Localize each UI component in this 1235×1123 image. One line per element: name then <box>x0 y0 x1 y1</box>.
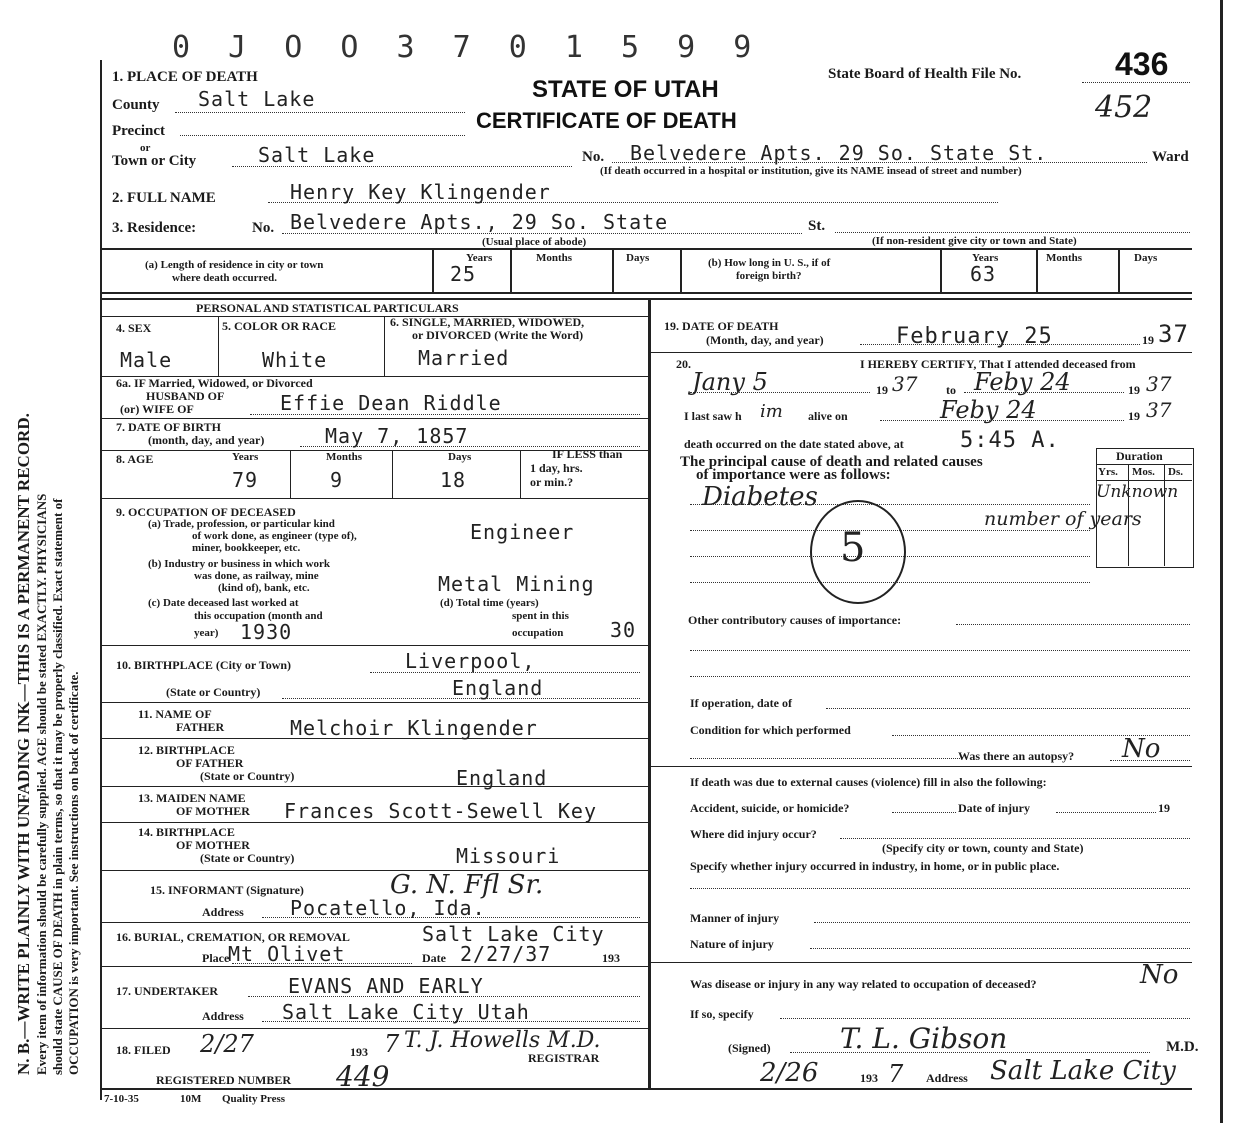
county-value: Salt Lake <box>198 87 316 111</box>
county-label: County <box>112 97 160 113</box>
residence-label: 3. Residence: <box>112 220 197 236</box>
undertaker-value: EVANS AND EARLY <box>288 974 484 998</box>
spouse-value: Effie Dean Riddle <box>280 391 502 415</box>
birthplace-state-label: (State or Country) <box>166 685 261 699</box>
side-instruction-1: N. B.—WRITE PLAINLY WITH UNFADING INK—THIS IS A PERMANENT RECORD. <box>14 413 33 1075</box>
town-label: Town or City <box>112 153 197 169</box>
us-label-a: (b) How long in U. S., if of <box>708 257 831 269</box>
us-years-value: 63 <box>970 262 997 286</box>
full-name-value: Henry Key Klingender <box>290 180 551 204</box>
informant-address-value: Pocatello, Ida. <box>290 896 486 920</box>
certify-text: I HEREBY CERTIFY, That I attended deceased from <box>860 357 1136 371</box>
burial-value: Salt Lake City <box>422 922 605 946</box>
nature-injury-label: Nature of injury <box>690 937 774 951</box>
informant-signature: G. N. Ffl Sr. <box>390 870 544 900</box>
less-than-label-a: IF LESS than <box>552 447 623 461</box>
informant-address-label: Address <box>202 905 244 919</box>
marital-value: Married <box>418 346 510 370</box>
precinct-label: Precinct <box>112 123 166 139</box>
spouse-label-a: 6a. IF Married, Widowed, or Divorced <box>116 376 313 390</box>
cause-label-a: The principal cause of death and related causes <box>680 454 983 470</box>
other-causes-label: Other contributory causes of importance: <box>688 613 902 627</box>
age-days-label: Days <box>448 451 472 463</box>
father-birthplace-label-a: 12. BIRTHPLACE <box>138 743 235 757</box>
external-causes-label: If death was due to external causes (violence) fill in also the following: <box>690 775 1047 789</box>
cause-duration-value: Unknown <box>1096 482 1179 502</box>
duration-label: Duration <box>1116 449 1163 463</box>
where-injury-label: Where did injury occur? <box>690 827 817 841</box>
cause-label-b: of importance were as follows: <box>696 467 891 483</box>
father-birthplace-value: England <box>456 766 548 790</box>
file-number-handwritten: 452 <box>1095 90 1153 125</box>
occ-d-label-3: occupation <box>512 627 564 639</box>
side-instruction-3: should state CAUSE OF DEATH in plain terms, so that it may be properly classified. Exact statement of <box>50 498 65 1075</box>
age-years-value: 79 <box>232 468 259 492</box>
occ-d-label-1: (d) Total time (years) <box>440 597 539 609</box>
attended-to-year-prefix: 19 <box>1128 383 1140 397</box>
spouse-label-b: HUSBAND OF <box>146 389 225 403</box>
place-of-death-label: 1. PLACE OF DEATH <box>112 69 258 85</box>
less-than-label-b: 1 day, hrs. <box>530 461 583 475</box>
death-time-value: 5:45 A. <box>960 428 1060 453</box>
ward-label: Ward <box>1152 149 1189 165</box>
address-no-label: No. <box>582 149 605 165</box>
burial-date-value: 2/27/37 <box>460 942 552 966</box>
length-residence-label-b: where death occurred. <box>172 272 277 284</box>
dob-label-a: 7. DATE OF BIRTH <box>116 420 221 434</box>
death-address: Belvedere Apts. 29 So. State St. <box>630 141 1048 165</box>
cause-duration-note: number of years <box>984 508 1142 530</box>
injury-date-label: Date of injury <box>958 801 1030 815</box>
cause-of-death-value: Diabetes <box>702 482 818 512</box>
burial-place-label: Place <box>202 951 230 965</box>
age-label: 8. AGE <box>116 452 154 466</box>
side-instruction-2: Every item of information should be carefully supplied. AGE should be stated EXACTLY. PHYSICIANS <box>34 493 49 1075</box>
top-serial-number: 0 J O O 3 7 0 1 5 9 9 <box>172 30 762 65</box>
side-instruction-4: OCCUPATION is very important. See instructions on back of certificate. <box>66 671 81 1075</box>
us-years-label: Years <box>972 252 999 264</box>
burial-place-value: Mt Olivet <box>228 942 346 966</box>
autopsy-value: No <box>1122 734 1161 764</box>
occ-a-label-1: (a) Trade, profession, or particular kind <box>148 518 335 530</box>
last-saw-year: 37 <box>1146 398 1172 422</box>
last-saw-pronoun: im <box>760 401 783 422</box>
age-months-value: 9 <box>330 468 344 492</box>
signed-date: 2/26 <box>760 1058 819 1088</box>
occ-c-label-1: (c) Date deceased last worked at <box>148 597 299 609</box>
occ-d-label-2: spent in this <box>512 610 569 622</box>
occ-a-label-3: miner, bookkeeper, etc. <box>192 542 301 554</box>
operation-label: If operation, date of <box>690 696 792 710</box>
mother-label-b: OF MOTHER <box>176 804 250 818</box>
registered-number-value: 449 <box>336 1060 390 1093</box>
signed-year-prefix: 193 <box>860 1071 878 1085</box>
registered-number-label: REGISTERED NUMBER <box>156 1073 292 1087</box>
physician-signature: T. L. Gibson <box>840 1022 1008 1055</box>
burial-date-label: Date <box>422 951 446 965</box>
father-birthplace-label-b: OF FATHER <box>176 756 244 770</box>
occupation-related-value: No <box>1140 960 1179 990</box>
occupation-industry-value: Metal Mining <box>438 572 595 596</box>
personal-heading: PERSONAL AND STATISTICAL PARTICULARS <box>196 301 459 315</box>
occ-c-label-3: year) <box>194 627 219 639</box>
dob-value: May 7, 1857 <box>325 424 469 448</box>
sex-value: Male <box>120 348 173 372</box>
form-quantity: 10M <box>180 1093 202 1105</box>
informant-label: 15. INFORMANT (Signature) <box>150 883 304 897</box>
dod-year-prefix: 19 <box>1142 333 1154 347</box>
last-worked-value: 1930 <box>240 620 293 644</box>
certify-number: 20. <box>676 357 691 371</box>
registrar-signature: T. J. Howells M.D. <box>404 1028 601 1053</box>
injury-year-label: 19 <box>1158 801 1170 815</box>
full-name-label: 2. FULL NAME <box>112 190 216 206</box>
duration-mos-label: Mos. <box>1132 466 1155 478</box>
mother-birthplace-label-b: OF MOTHER <box>176 838 250 852</box>
us-months-label: Months <box>1046 252 1083 264</box>
signed-year: 7 <box>888 1060 904 1088</box>
abode-note: (Usual place of abode) <box>482 236 587 248</box>
birthplace-country-value: England <box>452 676 544 700</box>
title-certificate: CERTIFICATE OF DEATH <box>476 108 737 133</box>
occ-b-label-1: (b) Industry or business in which work <box>148 558 330 570</box>
father-name-value: Melchoir Klingender <box>290 716 538 740</box>
or-label: or <box>140 142 151 154</box>
mother-birthplace-label-c: (State or Country) <box>200 851 295 865</box>
father-label-b: FATHER <box>176 720 225 734</box>
less-than-label-c: or min.? <box>530 475 574 489</box>
filed-year-prefix: 193 <box>350 1045 368 1059</box>
dob-label-b: (month, day, and year) <box>148 433 265 447</box>
residence-st-label: St. <box>808 218 826 234</box>
filed-year-handwritten: 7 <box>384 1030 400 1058</box>
duration-yrs-label: Yrs. <box>1098 466 1118 478</box>
nonresident-note: (If non-resident give city or town and State) <box>872 235 1077 247</box>
occupation-label: 9. OCCUPATION OF DECEASED <box>116 505 296 519</box>
total-years-value: 30 <box>610 618 637 642</box>
death-time-label: death occurred on the date stated above, at <box>684 437 904 451</box>
father-label-a: 11. NAME OF <box>138 707 212 721</box>
mother-birthplace-label-a: 14. BIRTHPLACE <box>138 825 235 839</box>
age-days-value: 18 <box>440 468 467 492</box>
printer-name: Quality Press <box>222 1093 286 1105</box>
mother-birthplace-value: Missouri <box>456 844 561 868</box>
manner-injury-label: Manner of injury <box>690 911 780 925</box>
occ-b-label-2: was done, as railway, mine <box>194 570 319 582</box>
filed-label: 18. FILED <box>116 1043 171 1057</box>
occupation-related-label: Was disease or injury in any way related to occupation of deceased? <box>690 977 1037 991</box>
occ-a-label-2: of work done, as engineer (type of), <box>192 530 357 542</box>
center-divider <box>648 298 651 1088</box>
condition-label: Condition for which performed <box>690 723 851 737</box>
duration-ds-label: Ds. <box>1168 466 1183 478</box>
occupation-trade-value: Engineer <box>470 520 575 544</box>
residence-years-label: Years <box>466 252 493 264</box>
residence-years-value: 25 <box>450 262 477 286</box>
occ-c-label-2: this occupation (month and <box>194 610 323 622</box>
us-label-b: foreign birth? <box>736 270 802 282</box>
residence-months-label: Months <box>536 252 573 264</box>
attended-to: Feby 24 <box>974 368 1071 396</box>
dod-year: 37 <box>1158 320 1189 348</box>
signed-label: (Signed) <box>728 1041 771 1055</box>
where-injury-note: (Specify city or town, county and State) <box>882 841 1084 855</box>
birthplace-city-value: Liverpool, <box>405 649 536 673</box>
attended-from-year-prefix: 19 <box>876 383 888 397</box>
dod-label-b: (Month, day, and year) <box>706 333 824 347</box>
dod-value: February 25 <box>896 324 1053 349</box>
last-saw-year-prefix: 19 <box>1128 409 1140 423</box>
residence-no-label: No. <box>252 220 275 236</box>
autopsy-label: Was there an autopsy? <box>958 749 1075 763</box>
burial-year-suffix: 193 <box>602 951 620 965</box>
age-years-label: Years <box>232 451 259 463</box>
attended-to-year: 37 <box>1146 372 1172 396</box>
file-number: 436 <box>1115 46 1169 82</box>
physician-address-value: Salt Lake City <box>990 1056 1176 1086</box>
age-months-label: Months <box>326 451 363 463</box>
md-label: M.D. <box>1166 1039 1199 1055</box>
spouse-label-c: (or) WIFE OF <box>120 402 194 416</box>
town-value: Salt Lake <box>258 143 376 167</box>
form-code: 7-10-35 <box>104 1093 139 1105</box>
color-value: White <box>262 348 328 372</box>
residence-value: Belvedere Apts., 29 So. State <box>290 210 669 234</box>
if-so-label: If so, specify <box>690 1007 754 1021</box>
attended-from: Jany 5 <box>692 368 768 396</box>
file-number-label: State Board of Health File No. <box>828 66 1022 82</box>
accident-label: Accident, suicide, or homicide? <box>690 801 850 815</box>
residence-days-label: Days <box>626 252 650 264</box>
last-saw-label-b: alive on <box>808 409 848 423</box>
us-days-label: Days <box>1134 252 1158 264</box>
occ-b-label-3: (kind of), bank, etc. <box>218 582 310 594</box>
length-residence-label-a: (a) Length of residence in city or town <box>145 259 324 271</box>
undertaker-address-label: Address <box>202 1009 244 1023</box>
filed-date: 2/27 <box>200 1030 254 1058</box>
undertaker-label: 17. UNDERTAKER <box>116 984 219 998</box>
hospital-note: (If death occurred in a hospital or institution, give its NAME insead of street and number) <box>600 165 1022 177</box>
attended-from-year: 37 <box>892 372 918 396</box>
burial-label: 16. BURIAL, CREMATION, OR REMOVAL <box>116 930 350 944</box>
to-label: to <box>946 383 956 397</box>
marital-label-a: 6. SINGLE, MARRIED, WIDOWED, <box>390 315 585 329</box>
marital-label-b: or DIVORCED (Write the Word) <box>412 328 584 342</box>
birthplace-label: 10. BIRTHPLACE (City or Town) <box>116 658 292 672</box>
mother-label-a: 13. MAIDEN NAME <box>138 791 246 805</box>
color-label: 5. COLOR OR RACE <box>222 319 337 333</box>
dod-label-a: 19. DATE OF DEATH <box>664 319 779 333</box>
circled-stamp-text: 5 <box>840 525 866 571</box>
undertaker-address-value: Salt Lake City Utah <box>282 1000 530 1024</box>
mother-name-value: Frances Scott-Sewell Key <box>284 799 597 823</box>
specify-label: Specify whether injury occurred in industry, in home, or in public place. <box>690 859 1060 873</box>
title-state: STATE OF UTAH <box>532 76 719 103</box>
right-border <box>1220 0 1223 1123</box>
physician-address-label: Address <box>926 1071 968 1085</box>
father-birthplace-label-c: (State or Country) <box>200 769 295 783</box>
left-border <box>100 60 102 1100</box>
sex-label: 4. SEX <box>116 321 152 335</box>
last-saw-label-a: I last saw h <box>684 409 742 423</box>
last-saw-date: Feby 24 <box>940 396 1037 424</box>
registrar-label: REGISTRAR <box>528 1051 600 1065</box>
